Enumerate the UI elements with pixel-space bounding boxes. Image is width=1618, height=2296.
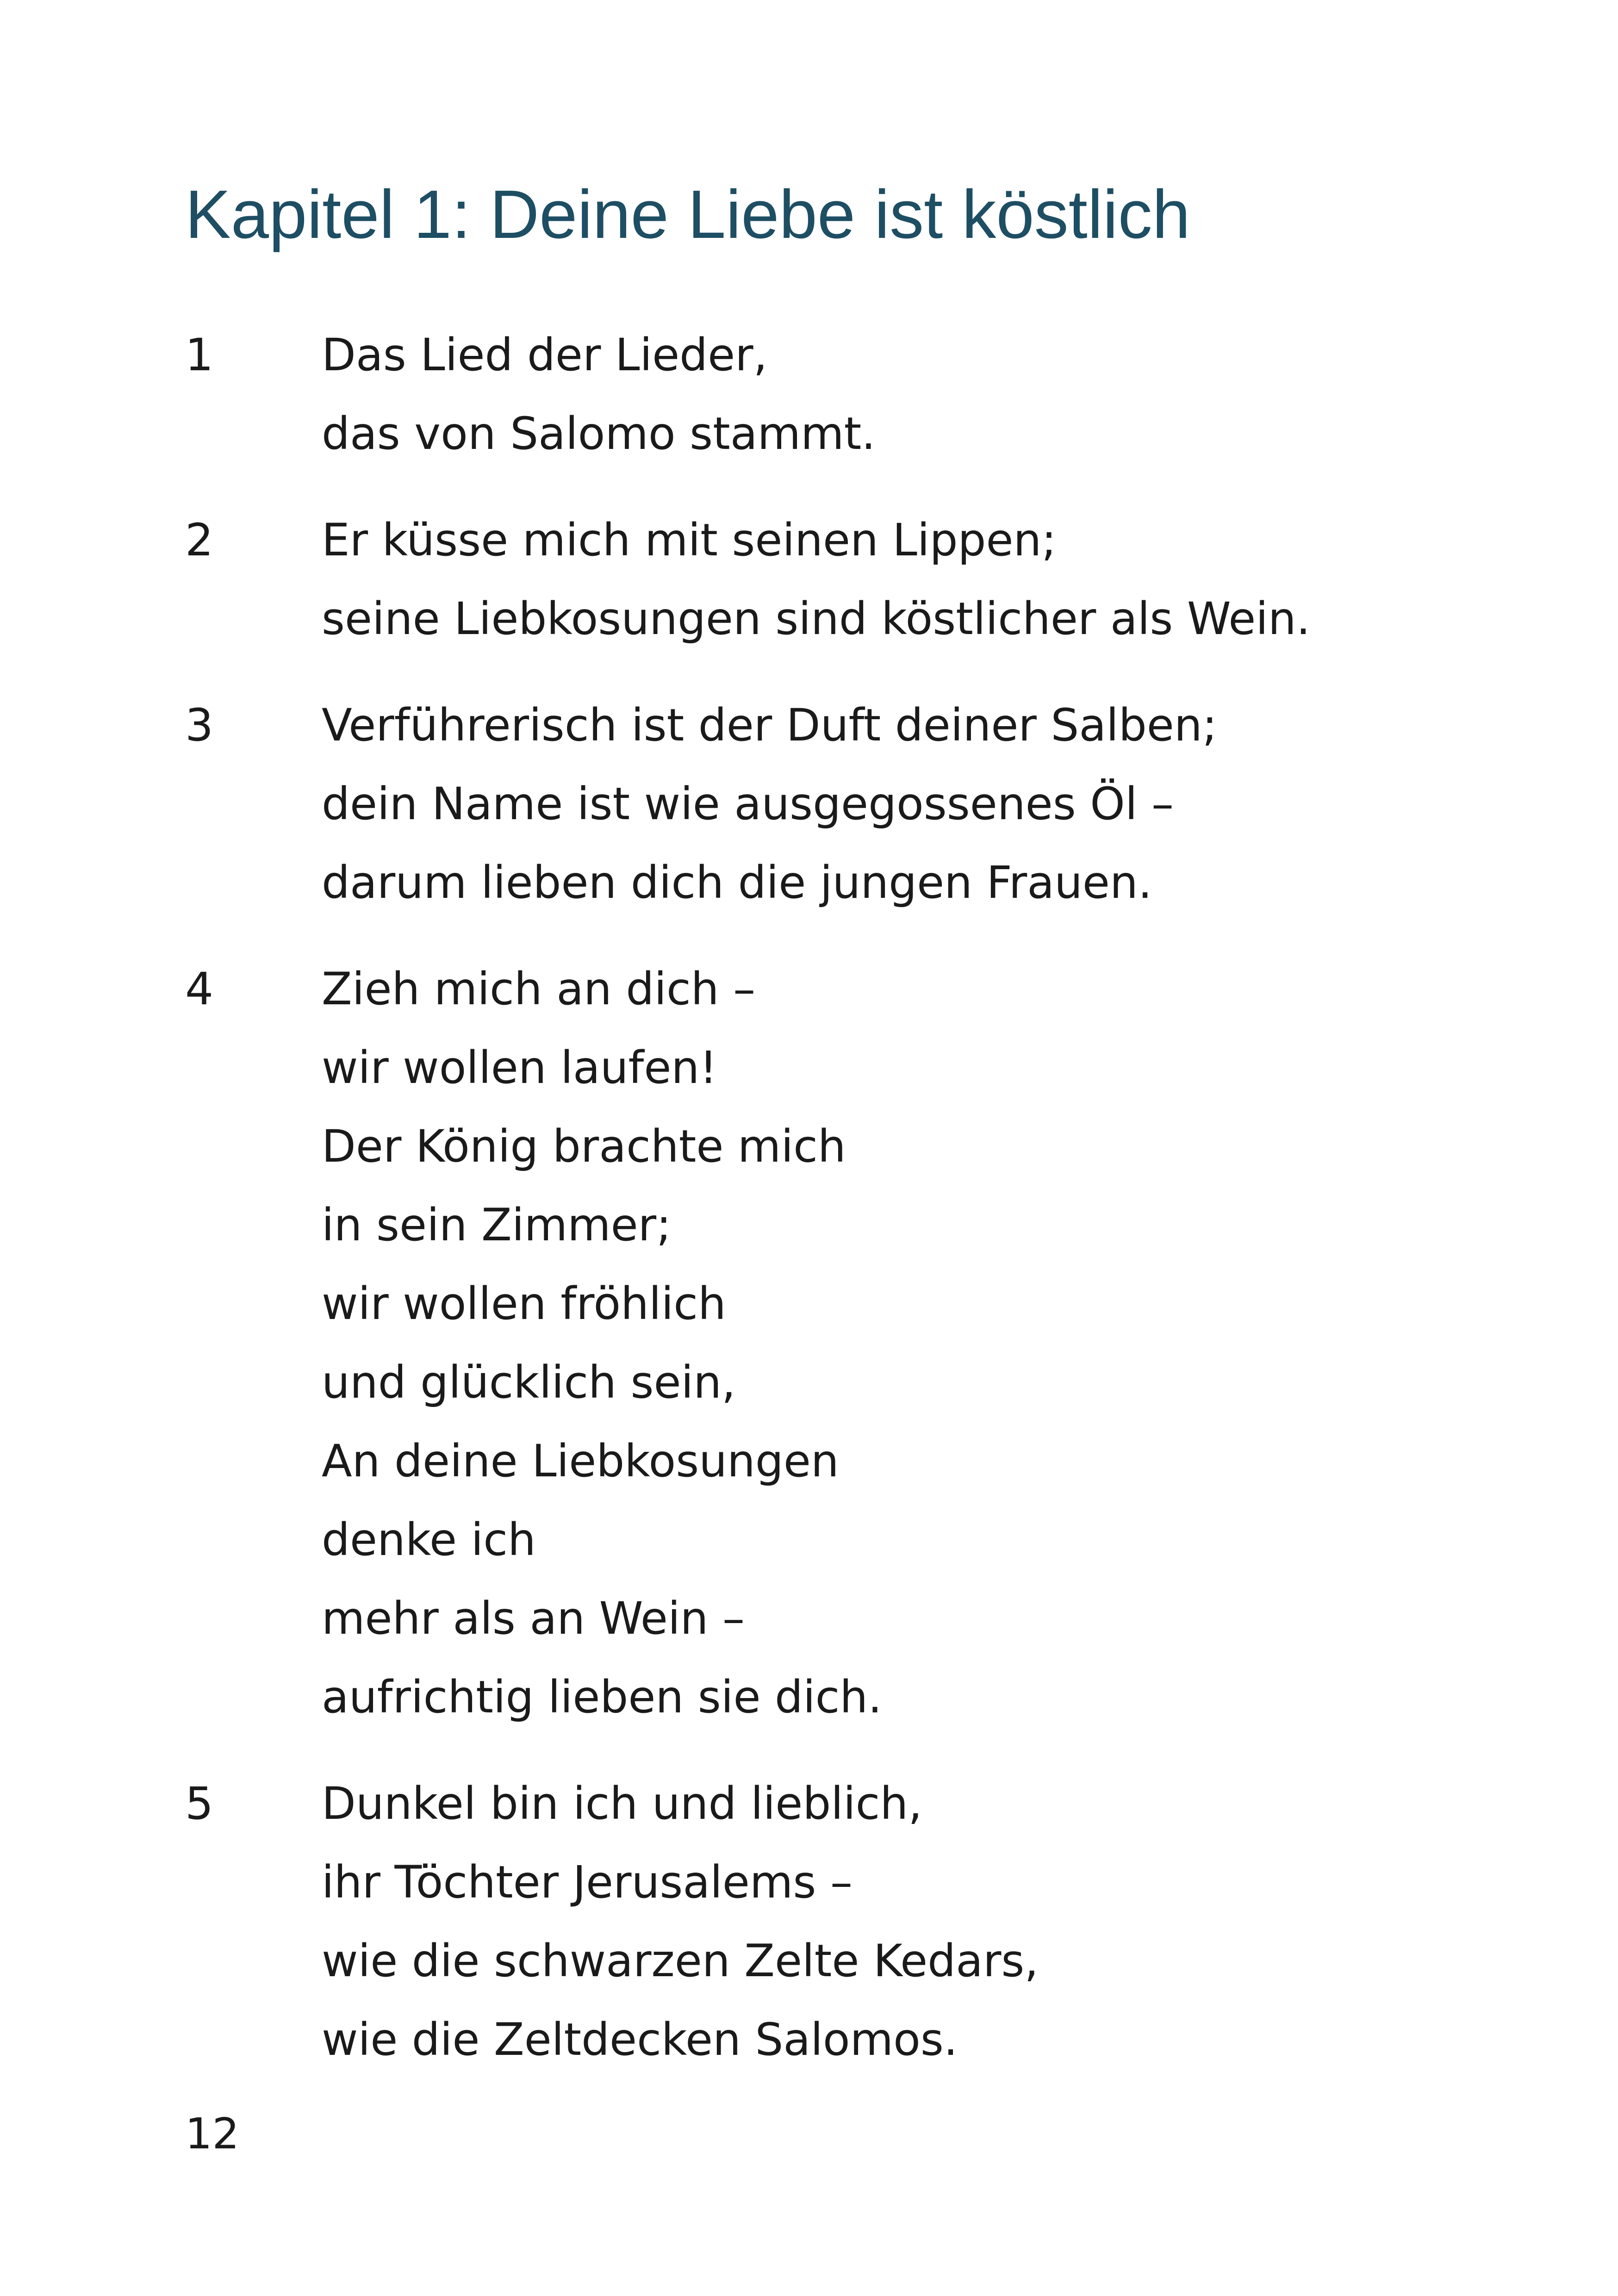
chapter-title: Kapitel 1: Deine Liebe ist köstlich [185,176,1190,253]
verse-line: seine Liebkosungen sind köstlicher als Wein. [322,593,1311,645]
verse-line: ihr Töchter Jerusalems – [322,1856,853,1908]
verse-line: Das Lied der Lieder, [322,329,768,381]
verse-number: 1 [185,329,214,381]
verse-line: wir wollen laufen! [322,1042,717,1094]
verse-line: Der König brachte mich [322,1120,846,1172]
verse [185,1764,1527,2079]
verse [185,950,1527,1736]
page-number: 12 [185,2109,240,2159]
verse-line: An deine Liebkosungen [322,1435,839,1487]
verse-number: 3 [185,699,214,751]
verse [185,316,1527,473]
verse-line: das von Salomo stammt. [322,408,876,460]
verse-number: 4 [185,963,214,1015]
verse-line: aufrichtig lieben sie dich. [322,1671,882,1723]
verse-line: mehr als an Wein – [322,1593,745,1644]
verse-line: wie die schwarzen Zelte Kedars, [322,1935,1039,1987]
verse-lines [322,501,1527,658]
verse-number: 2 [185,514,214,566]
verse-line: Dunkel bin ich und lieblich, [322,1778,922,1829]
verse-line: dein Name ist wie ausgegossenes Öl – [322,778,1174,830]
verse-lines [322,686,1527,922]
verse-line: und glücklich sein, [322,1356,736,1408]
verse-line: Verführerisch ist der Duft deiner Salben; [322,699,1217,751]
verse-line: denke ich [322,1514,536,1566]
verse-lines [322,316,1527,473]
verse [185,686,1527,922]
verse-list [185,316,1527,2107]
verse-line: Er küsse mich mit seinen Lippen; [322,514,1057,566]
verse-line: in sein Zimmer; [322,1199,672,1251]
verse-number: 5 [185,1778,214,1829]
verse [185,501,1527,658]
verse-line: darum lieben dich die jungen Frauen. [322,857,1152,908]
verse-line: Zieh mich an dich – [322,963,756,1015]
verse-line: wir wollen fröhlich [322,1278,726,1330]
verse-line: wie die Zeltdecken Salomos. [322,2014,958,2066]
verse-lines [322,1764,1527,2079]
verse-lines [322,950,1527,1736]
